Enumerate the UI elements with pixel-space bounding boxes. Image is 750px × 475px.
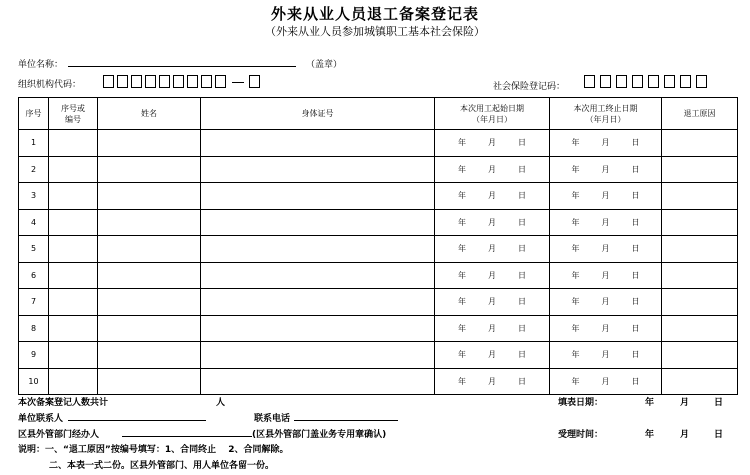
end-date-year: 年	[571, 164, 580, 174]
row-name-cell[interactable]	[98, 368, 201, 395]
accept-time-month: 月	[680, 430, 690, 440]
total-unit: 人	[216, 398, 226, 408]
end-date-month: 月	[601, 217, 610, 227]
start-date-month: 月	[488, 323, 496, 333]
row-end-date-cell[interactable]	[550, 130, 662, 157]
org-code-box[interactable]	[159, 75, 170, 88]
row-seq-or-no-cell[interactable]	[49, 209, 98, 236]
row-seq: 10	[19, 368, 49, 395]
row-start-date-cell[interactable]	[435, 156, 550, 183]
row-start-date-cell[interactable]	[435, 183, 550, 210]
start-date-day: 日	[518, 376, 526, 386]
end-date-month: 月	[601, 297, 610, 307]
row-seq-or-no-cell[interactable]	[49, 156, 98, 183]
org-code-box[interactable]	[145, 75, 156, 88]
social-code-box[interactable]	[584, 75, 595, 88]
row-reason-cell[interactable]	[662, 289, 738, 316]
fill-date-day: 日	[714, 398, 724, 408]
table-row	[19, 183, 738, 210]
table-row	[19, 262, 738, 289]
start-date-month: 月	[488, 138, 496, 148]
start-date-day: 日	[518, 297, 526, 307]
row-id-cell	[201, 315, 435, 342]
table-row	[19, 209, 738, 236]
row-seq-or-no-cell[interactable]	[49, 368, 98, 395]
start-date-year: 年	[458, 191, 466, 201]
row-id-cell	[201, 183, 435, 210]
end-date-year: 年	[571, 138, 580, 148]
col-header-end-line1: 本次用工终止日期	[573, 103, 638, 113]
row-seq-or-no-cell[interactable]	[49, 289, 98, 316]
social-code-box[interactable]	[696, 75, 707, 88]
row-name-cell[interactable]	[98, 315, 201, 342]
row-reason-cell[interactable]	[662, 156, 738, 183]
end-date-year: 年	[571, 217, 580, 227]
end-date-year: 年	[571, 376, 580, 386]
handler-field[interactable]	[122, 436, 252, 437]
row-end-date-cell[interactable]	[550, 262, 662, 289]
end-date-day: 日	[631, 191, 640, 201]
start-date-month: 月	[488, 350, 496, 360]
end-date-year: 年	[571, 297, 580, 307]
note-line-1: 说明：一、“退工原因”按编号填写：1、合同终止 2、合同解除。	[18, 445, 289, 455]
org-code-box[interactable]	[131, 75, 142, 88]
social-code-label: 社会保险登记码：	[493, 82, 566, 92]
row-name-cell[interactable]	[98, 236, 201, 263]
col-header-id-no: 身体证号	[201, 98, 435, 130]
unit-name-field[interactable]	[68, 66, 296, 67]
fill-date-year: 年	[645, 398, 655, 408]
start-date-day: 日	[518, 138, 526, 148]
end-date-year: 年	[571, 191, 580, 201]
table-row	[19, 342, 738, 369]
org-code-box[interactable]	[103, 75, 114, 88]
end-date-month: 月	[601, 164, 610, 174]
form-title: 外来从业人员退工备案登记表	[270, 5, 479, 23]
row-seq: 1	[19, 130, 49, 157]
org-code-box[interactable]	[173, 75, 184, 88]
accept-time-label: 受理时间：	[558, 430, 604, 440]
end-date-day: 日	[631, 244, 640, 254]
row-seq-or-no-cell[interactable]	[49, 236, 98, 263]
end-date-day: 日	[631, 323, 640, 333]
row-id-cell	[201, 368, 435, 395]
social-code-box[interactable]	[616, 75, 627, 88]
end-date-month: 月	[601, 270, 610, 280]
row-seq: 3	[19, 183, 49, 210]
row-reason-cell[interactable]	[662, 209, 738, 236]
org-code-box[interactable]	[187, 75, 198, 88]
col-header-end-line2: （年月日）	[585, 114, 626, 124]
org-code-box[interactable]	[117, 75, 128, 88]
end-date-month: 月	[601, 191, 610, 201]
row-seq-or-no-cell[interactable]	[49, 315, 98, 342]
start-date-day: 日	[518, 164, 526, 174]
row-start-date-cell[interactable]	[435, 368, 550, 395]
row-seq-or-no-cell[interactable]	[49, 262, 98, 289]
row-end-date-cell[interactable]	[550, 289, 662, 316]
start-date-month: 月	[488, 244, 496, 254]
start-date-day: 日	[518, 191, 526, 201]
row-end-date-cell[interactable]	[550, 236, 662, 263]
row-start-date-cell[interactable]	[435, 262, 550, 289]
start-date-day: 日	[518, 270, 526, 280]
start-date-year: 年	[458, 138, 466, 148]
start-date-year: 年	[458, 164, 466, 174]
row-reason-cell[interactable]	[662, 236, 738, 263]
end-date-day: 日	[631, 297, 640, 307]
start-date-day: 日	[518, 323, 526, 333]
row-seq: 7	[19, 289, 49, 316]
start-date-month: 月	[488, 270, 496, 280]
start-date-year: 年	[458, 270, 466, 280]
row-name-cell[interactable]	[98, 130, 201, 157]
end-date-day: 日	[631, 376, 640, 386]
social-code-box[interactable]	[632, 75, 643, 88]
org-code-dash	[232, 82, 244, 83]
col-header-start-date	[435, 98, 550, 130]
end-date-day: 日	[631, 217, 640, 227]
start-date-month: 月	[488, 376, 496, 386]
org-code-label: 组织机构代码：	[18, 80, 82, 90]
row-name-cell[interactable]	[98, 342, 201, 369]
col-header-start-line2: （年月日）	[472, 114, 512, 124]
row-seq-or-no-cell[interactable]	[49, 342, 98, 369]
start-date-year: 年	[458, 297, 466, 307]
seal-note: （盖章）	[306, 60, 343, 70]
row-reason-cell[interactable]	[662, 130, 738, 157]
end-date-year: 年	[571, 270, 580, 280]
row-reason-cell[interactable]	[662, 315, 738, 342]
fill-date-month: 月	[680, 398, 690, 408]
org-code-box[interactable]	[249, 75, 260, 88]
social-code-box[interactable]	[680, 75, 691, 88]
row-end-date-cell[interactable]	[550, 315, 662, 342]
row-name-cell[interactable]	[98, 289, 201, 316]
end-date-year: 年	[571, 350, 580, 360]
row-name-cell[interactable]	[98, 209, 201, 236]
row-id-cell	[201, 262, 435, 289]
row-id-cell	[201, 236, 435, 263]
row-id-cell	[201, 130, 435, 157]
start-date-year: 年	[458, 350, 466, 360]
table-row	[19, 236, 738, 263]
row-start-date-cell[interactable]	[435, 342, 550, 369]
start-date-year: 年	[458, 323, 466, 333]
end-date-month: 月	[601, 376, 610, 386]
handler-note: (区县外管部门盖业务专用章确认)	[252, 430, 387, 440]
row-start-date-cell[interactable]	[435, 315, 550, 342]
start-date-year: 年	[458, 244, 466, 254]
end-date-day: 日	[631, 164, 640, 174]
form-subtitle: （外来从业人员参加城镇职工基本社会保险）	[265, 25, 485, 38]
col-header-seq: 序号	[19, 98, 49, 130]
note-line-2: 二、本表一式二份。区县外管部门、用人单位各留一份。	[49, 461, 275, 471]
table-row	[19, 156, 738, 183]
row-name-cell[interactable]	[98, 262, 201, 289]
row-name-cell[interactable]	[98, 183, 201, 210]
row-id-cell	[201, 342, 435, 369]
end-date-year: 年	[571, 244, 580, 254]
row-start-date-cell[interactable]	[435, 289, 550, 316]
row-id-cell	[201, 209, 435, 236]
start-date-month: 月	[488, 297, 496, 307]
org-code-box[interactable]	[201, 75, 212, 88]
row-reason-cell[interactable]	[662, 183, 738, 210]
start-date-year: 年	[458, 217, 466, 227]
row-seq: 6	[19, 262, 49, 289]
start-date-month: 月	[488, 164, 496, 174]
row-name-cell[interactable]	[98, 156, 201, 183]
social-code-box[interactable]	[664, 75, 675, 88]
end-date-month: 月	[601, 350, 610, 360]
col-header-end-date	[550, 98, 662, 130]
col-header-reason: 退工原因	[662, 98, 738, 130]
row-end-date-cell[interactable]	[550, 156, 662, 183]
row-end-date-cell[interactable]	[550, 209, 662, 236]
row-reason-cell[interactable]	[662, 368, 738, 395]
row-id-cell	[201, 156, 435, 183]
fill-date-label: 填表日期：	[558, 398, 604, 408]
accept-time-day: 日	[714, 430, 724, 440]
table-row	[19, 289, 738, 316]
end-date-day: 日	[631, 270, 640, 280]
end-date-day: 日	[631, 138, 640, 148]
start-date-day: 日	[518, 350, 526, 360]
row-seq: 2	[19, 156, 49, 183]
register-table	[18, 97, 738, 395]
row-seq: 4	[19, 209, 49, 236]
row-end-date-cell[interactable]	[550, 342, 662, 369]
row-seq: 5	[19, 236, 49, 263]
col-header-start-line1: 本次用工起始日期	[460, 103, 524, 113]
start-date-day: 日	[518, 217, 526, 227]
start-date-day: 日	[518, 244, 526, 254]
row-reason-cell[interactable]	[662, 262, 738, 289]
table-row	[19, 130, 738, 157]
phone-label: 联系电话	[254, 414, 291, 424]
col-header-seq-or-no-line1: 序号或	[61, 103, 85, 113]
unit-name-label: 单位名称：	[18, 60, 64, 70]
total-label: 本次备案登记人数共计	[18, 398, 109, 408]
org-code-box[interactable]	[215, 75, 226, 88]
social-code-box[interactable]	[600, 75, 611, 88]
phone-field[interactable]	[294, 420, 398, 421]
col-header-seq-or-no	[49, 98, 98, 130]
row-seq: 8	[19, 315, 49, 342]
col-header-name: 姓名	[98, 98, 201, 130]
end-date-month: 月	[601, 138, 610, 148]
end-date-day: 日	[631, 350, 640, 360]
row-start-date-cell[interactable]	[435, 209, 550, 236]
row-seq: 9	[19, 342, 49, 369]
start-date-month: 月	[488, 191, 496, 201]
accept-time-year: 年	[645, 430, 655, 440]
row-seq-or-no-cell[interactable]	[49, 130, 98, 157]
header-row	[19, 98, 738, 130]
contact-label: 单位联系人	[18, 414, 64, 424]
row-end-date-cell[interactable]	[550, 183, 662, 210]
row-id-cell	[201, 289, 435, 316]
row-start-date-cell[interactable]	[435, 130, 550, 157]
social-code-box[interactable]	[648, 75, 659, 88]
table-row	[19, 368, 738, 395]
contact-field[interactable]	[68, 420, 206, 421]
row-seq-or-no-cell[interactable]	[49, 183, 98, 210]
row-reason-cell[interactable]	[662, 342, 738, 369]
start-date-year: 年	[458, 376, 466, 386]
end-date-month: 月	[601, 244, 610, 254]
row-start-date-cell[interactable]	[435, 236, 550, 263]
end-date-month: 月	[601, 323, 610, 333]
row-end-date-cell[interactable]	[550, 368, 662, 395]
start-date-month: 月	[488, 217, 496, 227]
end-date-year: 年	[571, 323, 580, 333]
table-row	[19, 315, 738, 342]
handler-label: 区县外管部门经办人	[18, 430, 100, 440]
col-header-seq-or-no-line2: 编号	[65, 114, 81, 124]
